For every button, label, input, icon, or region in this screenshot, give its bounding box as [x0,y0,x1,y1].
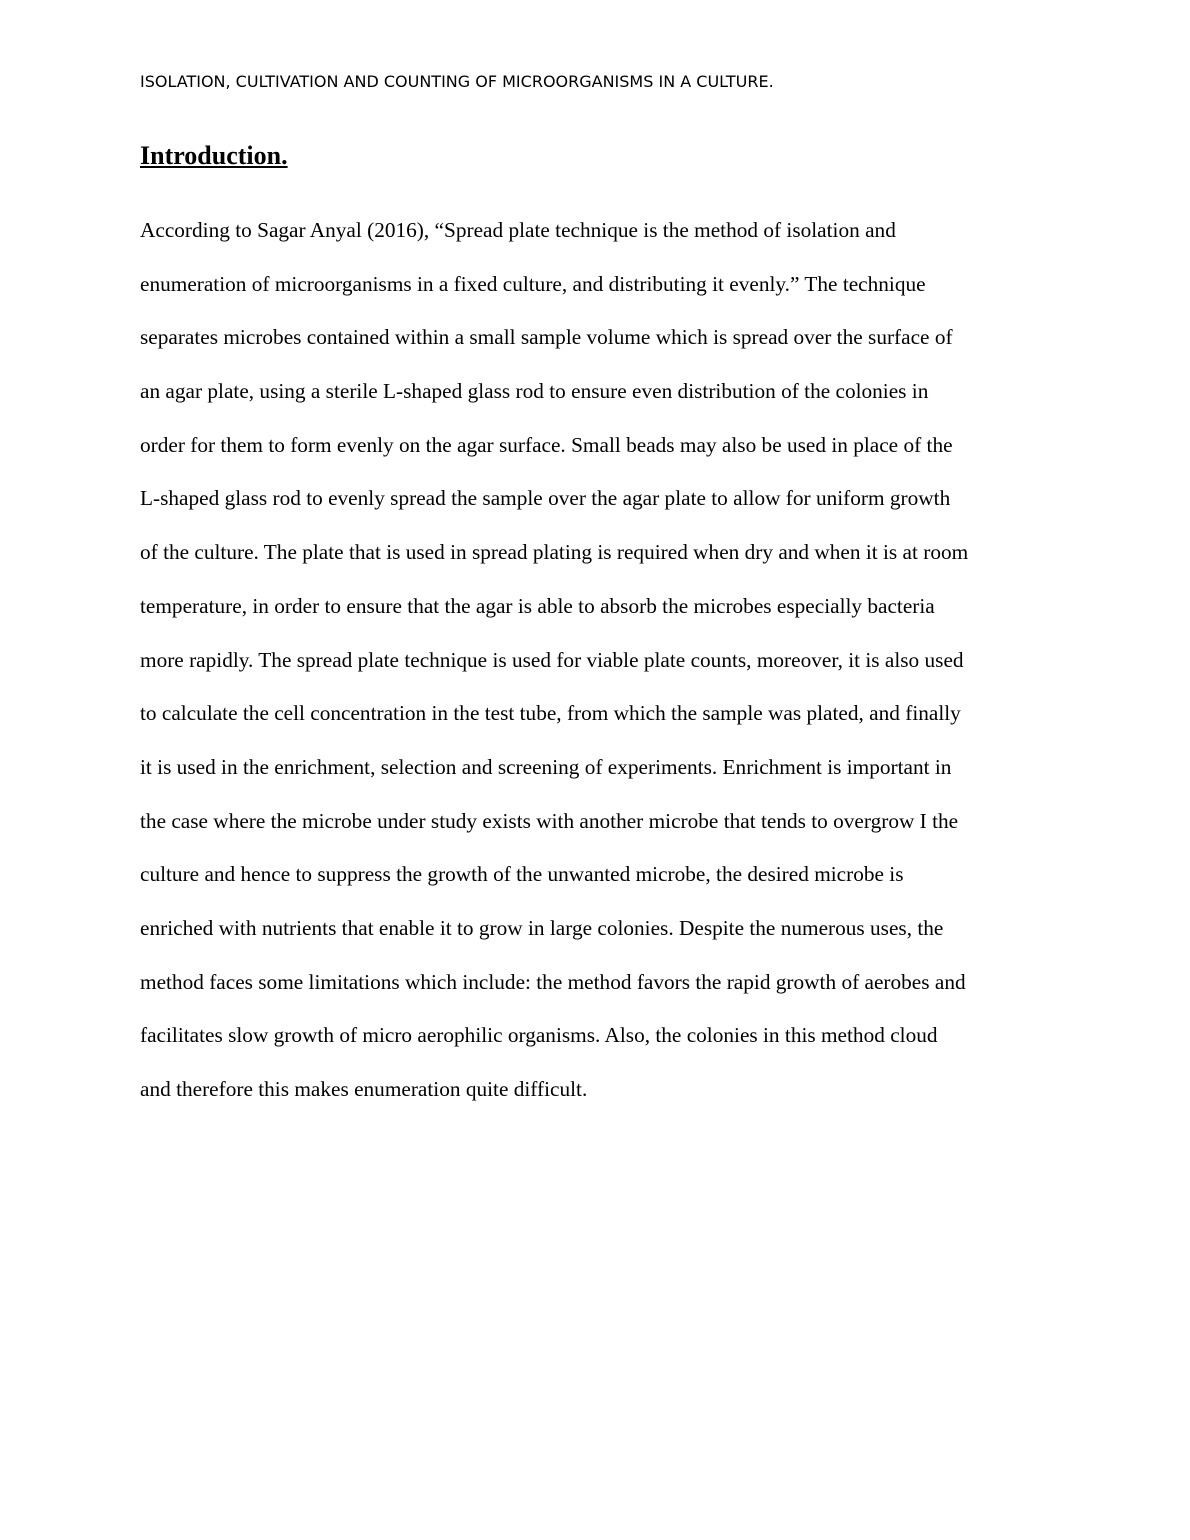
paragraph-line: to calculate the cell concentration in the test tube, from which the sample was plated, and finally [140,701,961,726]
paragraph-line: temperature, in order to ensure that the agar is able to absorb the microbes especially bacteria [140,593,935,618]
paragraph-line: separates microbes contained within a small sample volume which is spread over the surface of [140,325,953,350]
paragraph-line: enumeration of microorganisms in a fixed culture, and distributing it evenly.” The technique [140,271,926,296]
paragraph-line: it is used in the enrichment, selection and screening of experiments. Enrichment is important in [140,754,952,779]
paragraph-line: facilitates slow growth of micro aerophilic organisms. Also, the colonies in this method cloud [140,1023,938,1048]
paragraph-line: enriched with nutrients that enable it to grow in large colonies. Despite the numerous uses, the [140,915,944,940]
paragraph-line: and therefore this makes enumeration quite difficult. [140,1077,588,1101]
paragraph-line: of the culture. The plate that is used in spread plating is required when dry and when it is at room [140,540,969,565]
paragraph-line: an agar plate, using a sterile L-shaped glass rod to ensure even distribution of the colonies in [140,379,929,404]
running-header: ISOLATION, CULTIVATION AND COUNTING OF MICROORGANISMS IN A CULTURE. [140,72,774,91]
paragraph-line: method faces some limitations which include: the method favors the rapid growth of aerobes and [140,969,966,994]
paragraph-line: culture and hence to suppress the growth of the unwanted microbe, the desired microbe is [140,862,904,887]
introduction-paragraph [140,204,1060,1117]
paragraph-line: order for them to form evenly on the agar surface. Small beads may also be used in place of the [140,432,953,457]
paragraph-line: the case where the microbe under study exists with another microbe that tends to overgrow I the [140,808,959,833]
paragraph-line: According to Sagar Anyal (2016), “Spread plate technique is the method of isolation and [140,218,896,242]
section-heading-introduction: Introduction. [140,141,288,170]
paragraph-line: L-shaped glass rod to evenly spread the sample over the agar plate to allow for uniform growth [140,486,951,511]
paragraph-line: more rapidly. The spread plate technique is used for viable plate counts, moreover, it is also used [140,647,964,672]
